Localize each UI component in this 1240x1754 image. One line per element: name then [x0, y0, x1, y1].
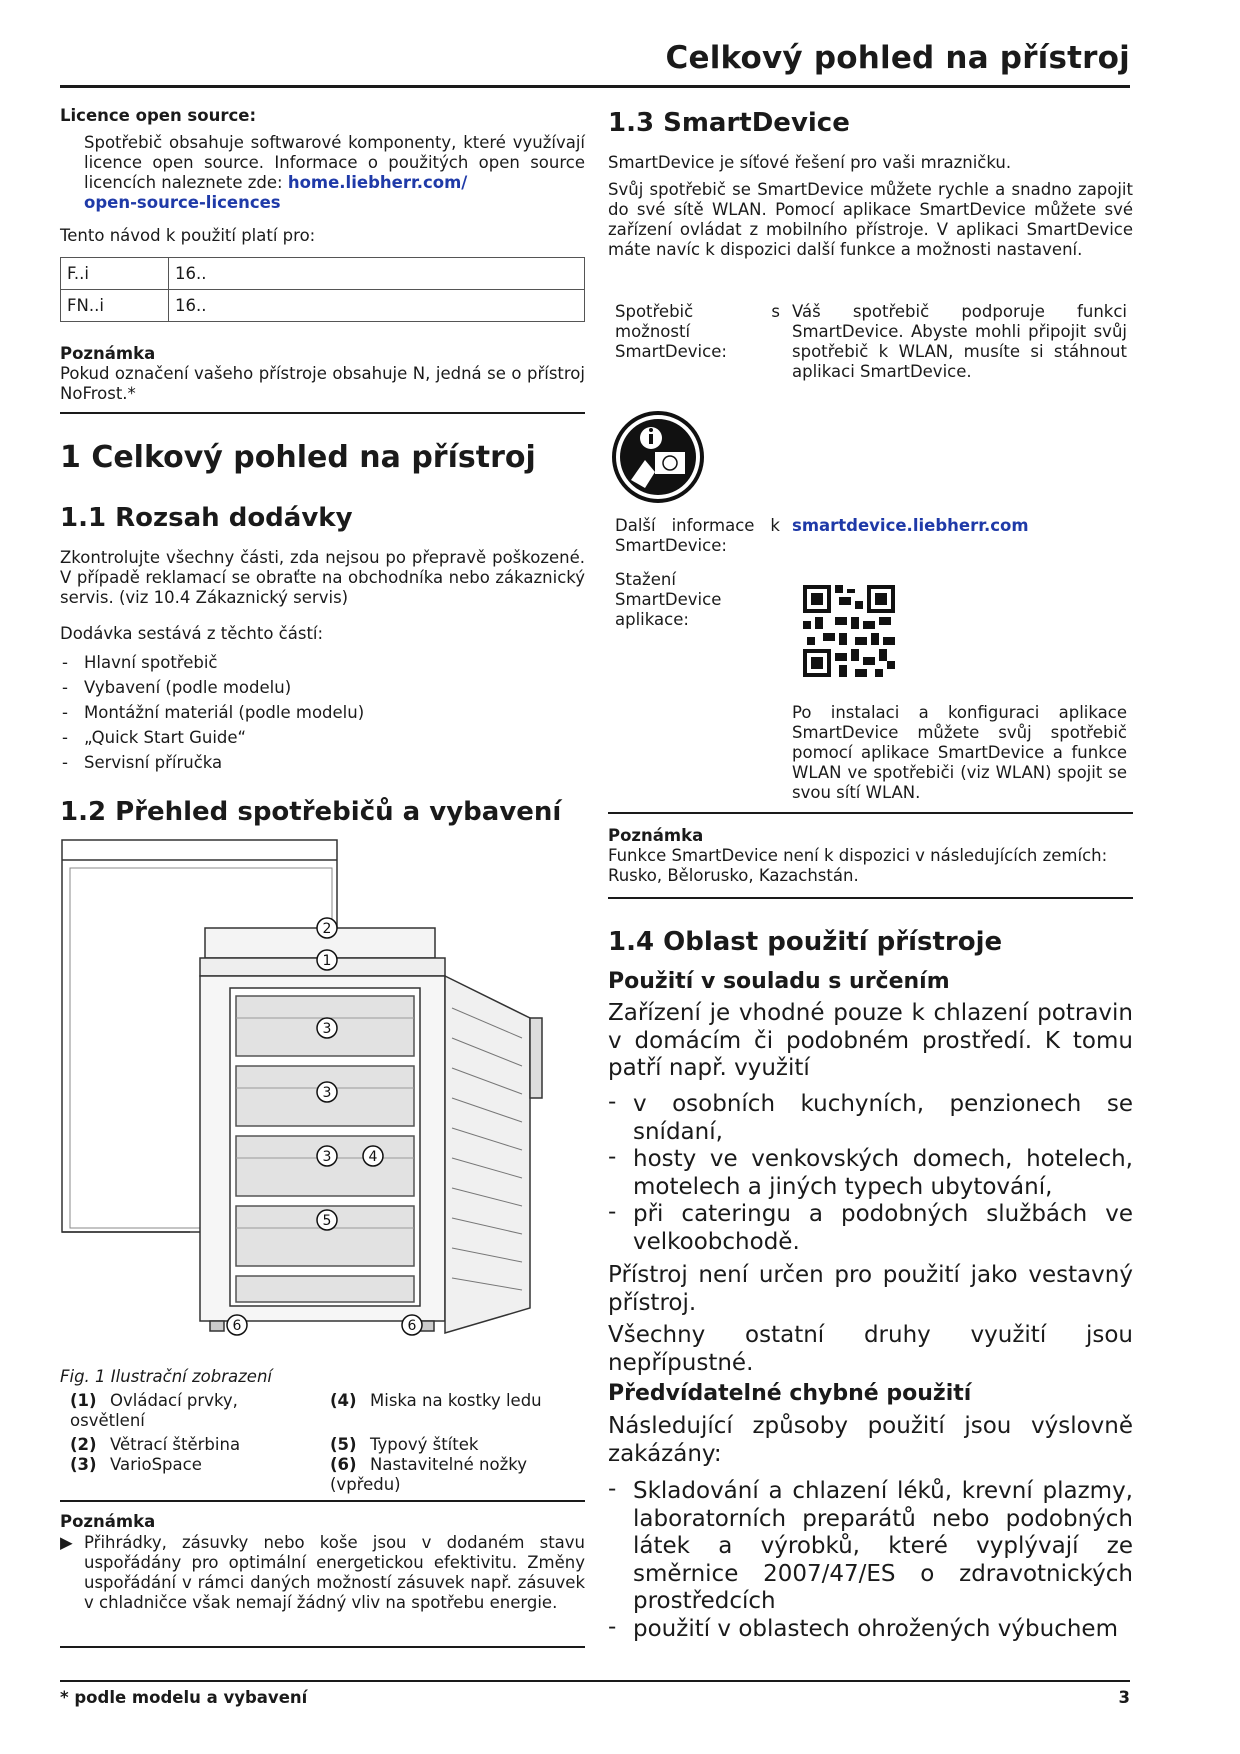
page-number: 3 [1118, 1688, 1130, 1707]
legend-item: (2) Větrací štěrbina [70, 1435, 241, 1454]
legend-item: (4) Miska na kostky ledu [330, 1391, 542, 1410]
smartdevice-paragraph: Svůj spotřebič se SmartDevice můžete rychle a snadno zapojit do své sítě WLAN. Pomocí aplikace SmartDevice můžete své zařízení ovládat z mobilního přístroje. V aplikaci SmartDevice máte navíc k dispozici další funkce a možnosti nastavení. [608, 180, 1133, 259]
divider [608, 812, 1133, 814]
list-item: - Hlavní spotřebič [60, 650, 585, 675]
section-1-title: 1 Celkový pohled na přístroj [60, 440, 536, 475]
footer-rule [60, 1680, 1130, 1682]
callout-1 [317, 950, 337, 970]
callout-text: 2 [322, 921, 332, 937]
callout-3a [317, 1018, 337, 1038]
not-built-in-paragraph: Přístroj není určen pro použití jako vestavný přístroj. [608, 1262, 1133, 1316]
callout-text: 5 [322, 1213, 332, 1229]
callout-6b [402, 1315, 422, 1335]
smartdevice-setup-text: Po instalaci a konfiguraci aplikace SmartDevice můžete svůj spotřebič pomocí aplikace SmartDevice a funkce WLAN ve spotřebiči (viz WLAN) spojit se svou sítí WLAN. [792, 703, 1127, 802]
list-item: - hosty ve venkovských domech, hotelech, motelech a jiných typech ubytování, [608, 1146, 1133, 1201]
smartdevice-link[interactable]: smartdevice.liebherr.com [792, 516, 1029, 535]
legend-item: (6) Nastavitelné nožky (vpředu) [330, 1455, 527, 1494]
list-item: - Servisní příručka [60, 750, 585, 775]
callout-text: 6 [407, 1318, 417, 1334]
misuse-paragraph: Následující způsoby použití jsou výslovně zakázány: [608, 1413, 1133, 1467]
callout-text: 3 [322, 1149, 332, 1165]
callout-4 [363, 1146, 383, 1166]
callout-3b [317, 1082, 337, 1102]
divider [60, 412, 585, 414]
table-row [61, 290, 585, 322]
list-item: - v osobních kuchyních, penzionech se snídaní, [608, 1091, 1133, 1146]
note-text: Funkce SmartDevice není k dispozici v následujících zemích: Rusko, Bělorusko, Kazachstán. [608, 846, 1108, 885]
intended-use-list [608, 1091, 1133, 1256]
section-1-2-title: 1.2 Přehled spotřebičů a vybavení [60, 797, 562, 827]
section-1-3-title: 1.3 SmartDevice [608, 108, 850, 138]
callout-5 [317, 1210, 337, 1230]
intended-use-paragraph: Zařízení je vhodné pouze k chlazení potravin v domácím či podobném prostředí. K tomu patří např. využití [608, 1000, 1133, 1081]
misuse-list [608, 1478, 1133, 1643]
footer-note: * podle modelu a vybavení [60, 1688, 308, 1707]
smartdevice-support-text: Váš spotřebič podporuje funkci SmartDevice. Abyste mohli připojit svůj spotřebič k WLAN, musíte si stáhnout aplikaci SmartDevice. [792, 302, 1127, 381]
open-source-heading: Licence open source: [60, 106, 257, 125]
other-uses-paragraph: Všechny ostatní druhy využití jsou nepřípustné. [608, 1322, 1133, 1376]
note-text: Přihrádky, zásuvky nebo koše jsou v dodaném stavu uspořádány pro optimální energetickou efektivitu. Změny uspořádání v rámci daných možností zásuvek např. zásuvek v chladničce však nemají žádný vliv na spotřebu energie. [84, 1533, 585, 1612]
note-title: Poznámka [60, 344, 156, 363]
section-1-1-title: 1.1 Rozsah dodávky [60, 503, 353, 533]
callout-3c [317, 1146, 337, 1166]
legend-item: (3) VarioSpace [70, 1455, 202, 1474]
header-rule [60, 85, 1130, 88]
intended-use-heading: Použití v souladu s určením [608, 969, 950, 994]
info-manual-icon [611, 410, 706, 505]
freezer-illustration [60, 838, 585, 1348]
note-text-row [60, 1533, 585, 1613]
model-value-cell: 16.. [169, 290, 585, 322]
list-item: - použití v oblastech ohrožených výbuchem [608, 1616, 1133, 1644]
note-text: Pokud označení vašeho přístroje obsahuje N, jedná se o přístroj NoFrost.* [60, 364, 585, 403]
legend-right [330, 1391, 585, 1495]
legend-item: (1) Ovládací prvky, osvětlení [70, 1391, 238, 1430]
note-title: Poznámka [608, 826, 704, 845]
callout-2 [317, 918, 337, 938]
divider [608, 897, 1133, 899]
figure-caption: Fig. 1 Ilustrační zobrazení [60, 1367, 272, 1386]
misuse-heading: Předvídatelné chybné použití [608, 1381, 972, 1406]
delivery-list [60, 650, 585, 775]
callout-text: 6 [232, 1318, 242, 1334]
smartdevice-intro: SmartDevice je síťové řešení pro vaši mrazničku. [608, 153, 1012, 172]
applies-to-text: Tento návod k použití platí pro: [60, 226, 316, 245]
legend-left [70, 1391, 310, 1475]
play-arrow-icon: ▶ [60, 1533, 73, 1552]
page-header-title: Celkový pohled na přístroj [665, 40, 1130, 76]
list-item: - při cateringu a podobných službách ve velkoobchodě. [608, 1201, 1133, 1256]
callout-text: 3 [322, 1021, 332, 1037]
list-item: - „Quick Start Guide“ [60, 725, 585, 750]
divider [60, 1500, 585, 1502]
callout-text: 4 [368, 1149, 378, 1165]
note-title: Poznámka [60, 1512, 156, 1531]
section-1-4-title: 1.4 Oblast použití přístroje [608, 927, 1003, 957]
callout-text: 3 [322, 1085, 332, 1101]
qr-code-icon[interactable] [803, 585, 895, 677]
table-row [61, 258, 585, 290]
more-info-label: Další informace k SmartDevice: [615, 516, 780, 555]
delivery-paragraph: Zkontrolujte všechny části, zda nejsou po přepravě poškozené. V případě reklamací se obraťte na obchodníka nebo zákaznický servis. (viz 10.4 Zákaznický servis) [60, 548, 585, 607]
delivery-intro: Dodávka sestává z těchto částí: [60, 624, 324, 643]
legend-item: (5) Typový štítek [330, 1435, 479, 1454]
callout-6a [227, 1315, 247, 1335]
download-app-label: Stažení SmartDevice aplikace: [615, 570, 722, 629]
smartdevice-label: Spotřebič s možností SmartDevice: [615, 302, 780, 361]
model-table [60, 257, 585, 322]
callout-text: 1 [322, 953, 332, 969]
model-value-cell: 16.. [169, 258, 585, 290]
list-item: - Skladování a chlazení léků, krevní plazmy, laboratorních preparátů nebo podobných látek a výrobků, které vyplývají ze směrnice 2007/47/ES o zdravotnických prostředcích [608, 1478, 1133, 1616]
list-item: - Vybavení (podle modelu) [60, 675, 585, 700]
divider [60, 1646, 585, 1648]
model-cell: FN..i [61, 290, 169, 322]
list-item: - Montážní materiál (podle modelu) [60, 700, 585, 725]
open-source-link[interactable]: home.liebherr.com/ open-source-licences [84, 173, 468, 212]
open-source-text: Spotřebič obsahuje softwarové komponenty, které využívají licence open source. Informace o použitých open source licencích naleznete zde: home.liebherr.com/ open-source-licences [84, 133, 585, 212]
model-cell: F..i [61, 258, 169, 290]
